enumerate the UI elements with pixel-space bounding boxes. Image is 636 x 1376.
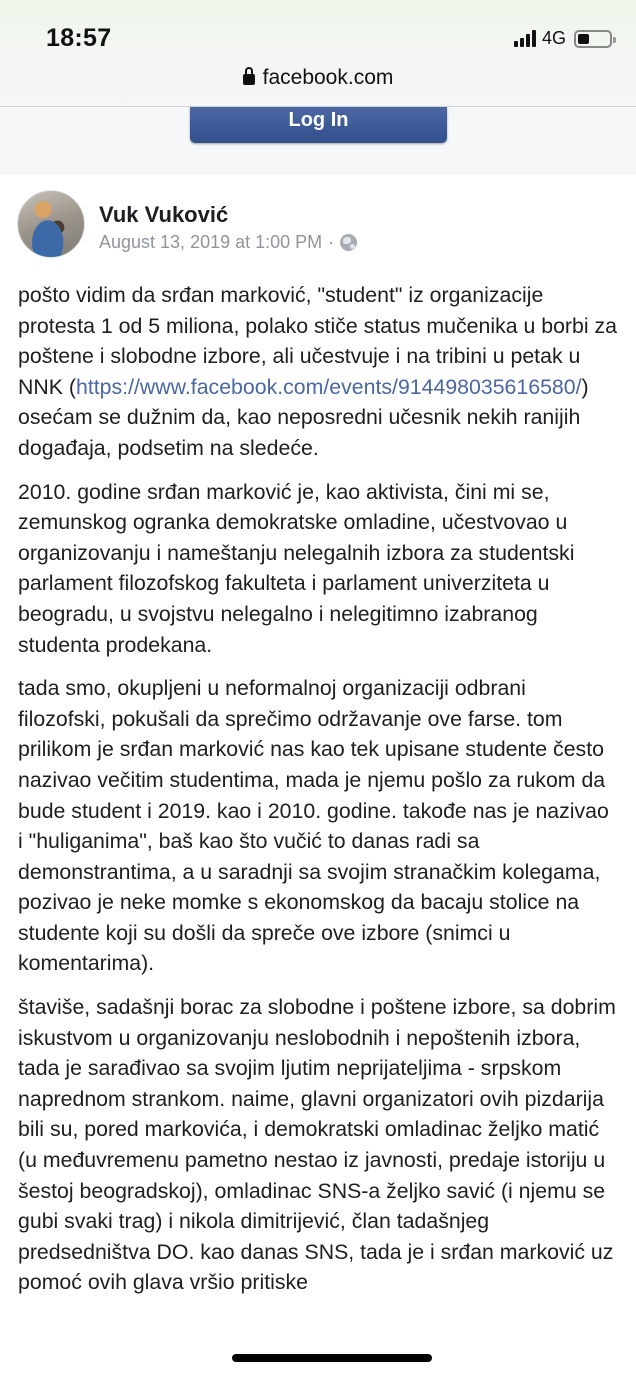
post-timestamp[interactable]: August 13, 2019 at 1:00 PM bbox=[99, 232, 323, 252]
login-button[interactable]: Log In bbox=[190, 107, 447, 143]
login-banner bbox=[0, 107, 636, 175]
battery-low-icon bbox=[574, 30, 612, 48]
post-header bbox=[0, 175, 636, 280]
home-indicator[interactable] bbox=[232, 1354, 432, 1362]
network-type: 4G bbox=[541, 28, 566, 48]
browser-chrome bbox=[0, 0, 636, 107]
status-bar bbox=[0, 0, 636, 70]
meta-separator: · bbox=[328, 232, 335, 252]
paragraph-text: ) osećam se dužnim da, kao neposredni učesnik nekih ranijih događaja, podsetim na sledeće. bbox=[18, 374, 589, 460]
url-text: facebook.com bbox=[262, 66, 394, 89]
status-indicators bbox=[514, 28, 612, 49]
status-time: 18:57 bbox=[46, 24, 112, 52]
post-paragraph: štaviše, sadašnji borac za slobodne i poštene izbore, sa dobrim iskustvom u organizovanju neslobodnih i nepoštenih izbora, tada je sarađivao sa svojim ljutim neprijateljima - srpskom naprednom strankom. naime, glavni organizatori ovih pizdarija bili su, pored markovića, i demokratski omladinac željko matić (u međuvremenu pametno nestao iz javnosti, predaje istoriju u šestoj beogradskoj), omladinac SNS-a željko savić (i njemu se gubi svaki trag) i nikola dimitrijević, član tadašnjeg predsedništva DO. kao danas SNS, tada je i srđan marković uz pomoć ovih glava vršio pritiske bbox=[18, 995, 616, 1295]
address-bar[interactable] bbox=[0, 66, 636, 90]
post-paragraph: tada smo, okupljeni u neformalnoj organizaciji odbrani filozofski, pokušali da sprečimo održavanje ove farse. tom prilikom je srđan marković nas kao tek upisane studente često nazivao večitim studentima, mada je njemu pošlo za rukom da bude student i 2019. kao i 2010. godine. takođe nas je nazivao i "huliganima", baš kao što vučić to danas radi sa demonstrantima, a u saradnji sa svojim stranačkim kolegama, pozivao je neke momke s ekonomskog da bacaju stolice na studente koji su došli da spreče ove izbore (snimci u komentarima). bbox=[18, 676, 609, 976]
post-paragraph: 2010. godine srđan marković je, kao aktivista, čini mi se, zemunskog ogranka demokratske omladine, učestvovao u organizovanju i nameštanju nelegalnih izbora za studentski parlament filozofskog fakulteta i parlament univerziteta u beogradu, u svojstvu nelegalno i nelegitimno izabranog studenta prodekana. bbox=[18, 479, 575, 657]
post-body bbox=[0, 280, 636, 1298]
globe-icon bbox=[340, 234, 357, 251]
author-name[interactable]: Vuk Vuković bbox=[99, 202, 229, 227]
post-paragraph bbox=[18, 280, 618, 464]
post-meta bbox=[99, 232, 357, 253]
cellular-signal-icon bbox=[514, 30, 536, 47]
facebook-post bbox=[0, 175, 636, 1311]
lock-icon bbox=[243, 74, 255, 85]
paragraph-text: pošto vidim da srđan marković, "student" iz organizacije protesta 1 od 5 miliona, polako stiče status mučenika u borbi za poštene i slobodne izbore, ali učestvuje i na tribini u petak u NNK ( bbox=[18, 283, 618, 399]
event-link[interactable]: https://www.facebook.com/events/914498035616580/ bbox=[75, 374, 582, 399]
author-avatar[interactable] bbox=[17, 190, 85, 258]
